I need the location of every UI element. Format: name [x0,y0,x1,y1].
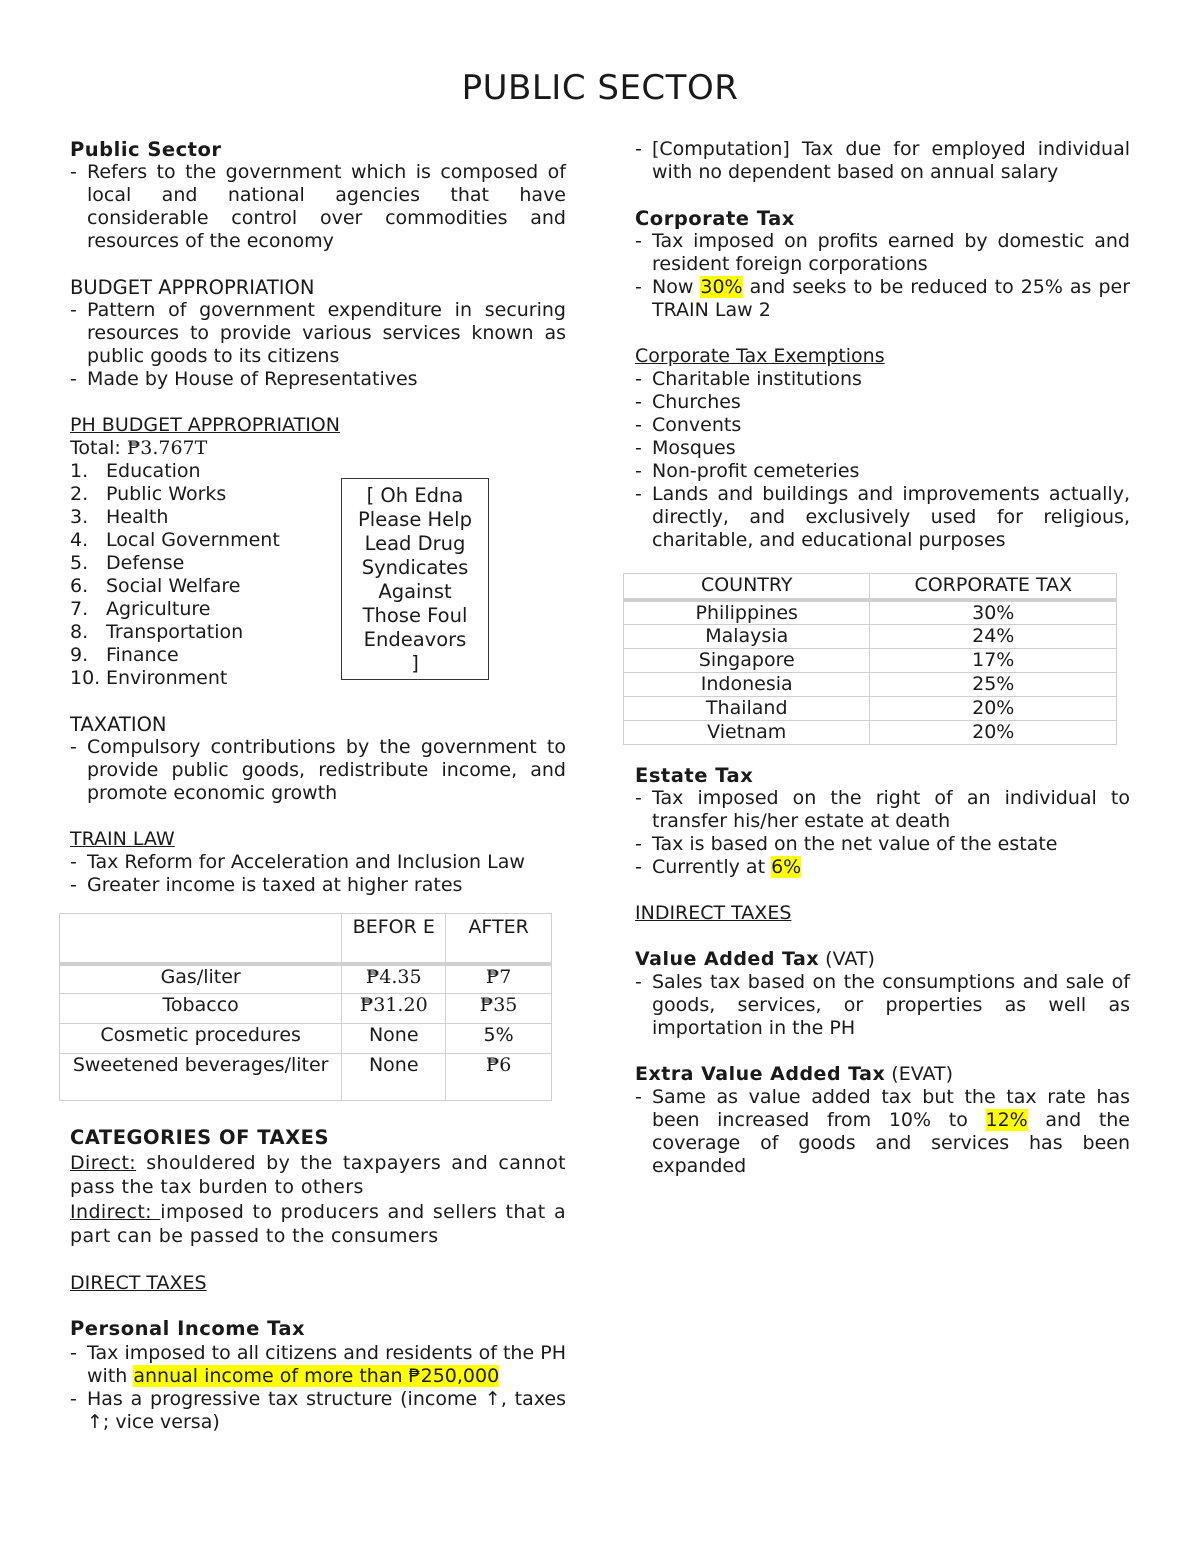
taxation-list [70,736,566,805]
list-item: - Compulsory contributions by the government to provide public goods, redistribute income, and promote economic growth [70,736,566,805]
ph-budget-total: Total: ₱3.767T [70,437,208,459]
list-item: - Tax is based on the net value of the estate [635,833,1130,856]
ph-budget-heading: PH BUDGET APPROPRIATION [70,414,340,436]
table-row: Thailand 20% [624,696,1117,720]
list-item: - [Computation] Tax due for employed individual with no dependent based on annual salary [635,138,1130,184]
vat-heading: Value Added Tax (VAT) [635,948,875,970]
estate-tax-list [635,787,1130,879]
train-law-list [70,851,566,897]
table-row: Cosmetic procedures None 5% [60,1024,552,1054]
list-item: - Refers to the government which is composed of local and national agencies that have considerable control over commodities and resources of the economy [70,161,566,253]
direct-taxes-heading: DIRECT TAXES [70,1271,207,1294]
table-row: Sweetened beverages/liter None ₱6 [60,1054,552,1101]
evat-list [635,1086,1130,1178]
list-item: - Same as value added tax but the tax rate has been increased from 10% to 12% and the coverage of goods and services has been expanded [635,1086,1130,1178]
right-column-lower [635,764,1130,1178]
list-item: 3. Health [70,506,169,528]
list-item: 9. Finance [70,644,179,666]
list-item: - Tax imposed on the right of an individual to transfer his/her estate at death [635,787,1130,833]
list-item: - Sales tax based on the consumptions and sale of goods, services, or properties as well as importation in the PH [635,971,1130,1040]
table-row: Singapore 17% [624,648,1117,672]
personal-income-tax-heading: Personal Income Tax [70,1317,306,1340]
list-item: - Mosques [635,437,1130,460]
list-item: - Charitable institutions [635,368,1130,391]
left-column [70,138,566,897]
list-item: 4. Local Government [70,529,280,551]
list-item: 6. Social Welfare [70,575,241,597]
public-sector-heading: Public Sector [70,138,222,161]
right-column [635,138,1130,552]
public-sector-list [70,161,566,253]
direct-definition: Direct: shouldered by the taxpayers and cannot pass the tax burden to others [70,1151,566,1198]
table-row: Malaysia 24% [624,624,1117,648]
table-header: CORPORATE TAX [870,574,1117,600]
list-item: - Non-profit cemeteries [635,460,1130,483]
indirect-definition: Indirect: imposed to producers and sellers that a part can be passed to the consumers [70,1200,566,1247]
table-header: COUNTRY [624,574,870,600]
list-item: - Greater income is taxed at higher rates [70,874,566,897]
corporate-tax-table [623,573,1117,745]
list-item: 5. Defense [70,552,185,574]
estate-tax-heading: Estate Tax [635,764,754,787]
table-row: Vietnam 20% [624,720,1117,744]
list-item: 8. Transportation [70,621,244,643]
budget-list [70,299,566,391]
budget-ranking-list [70,460,566,690]
list-item: - Currently at 6% [635,856,1130,879]
list-item: 2. Public Works [70,483,227,505]
table-header [60,914,342,964]
budget-heading: BUDGET APPROPRIATION [70,276,315,299]
list-item: 1. Education [70,460,201,482]
list-item: - Made by House of Representatives [70,368,566,391]
list-item: - Tax imposed to all citizens and residents of the PH with annual income of more than ₱250,000 [70,1342,566,1388]
list-item: - Tax imposed on profits earned by domestic and resident foreign corporations [635,230,1130,276]
table-row: Tobacco ₱31.20 ₱35 [60,994,552,1024]
indirect-taxes-heading: INDIRECT TAXES [635,902,792,924]
list-item: 10. Environment [70,667,228,689]
vat-list [635,971,1130,1040]
list-item: - Now 30% and seeks to be reduced to 25% as per TRAIN Law 2 [635,276,1130,322]
table-row: Indonesia 25% [624,672,1117,696]
personal-income-tax-list [70,1342,566,1434]
list-item: - Convents [635,414,1130,437]
list-item: - Pattern of government expenditure in securing resources to provide various services known as public goods to its citizens [70,299,566,368]
train-law-heading: TRAIN LAW [70,828,175,850]
exemptions-list [635,368,1130,552]
table-header: AFTER [446,914,552,964]
taxation-heading: TAXATION [70,713,167,736]
corporate-tax-heading: Corporate Tax [635,207,795,230]
categories-heading: CATEGORIES OF TAXES [70,1126,329,1149]
list-item: - Has a progressive tax structure (income ↑, taxes ↑; vice versa) [70,1388,566,1434]
corporate-tax-list [635,230,1130,322]
computation-list [635,138,1130,184]
table-row: Philippines 30% [624,600,1117,625]
table-header: BEFOR E [342,914,446,964]
evat-heading: Extra Value Added Tax (EVAT) [635,1063,954,1085]
page-title: PUBLIC SECTOR [461,68,739,108]
list-item: 7. Agriculture [70,598,211,620]
train-law-table [59,913,552,1101]
list-item: - Churches [635,391,1130,414]
list-item: - Tax Reform for Acceleration and Inclusion Law [70,851,566,874]
exemptions-heading: Corporate Tax Exemptions [635,345,885,367]
left-column-lower [70,1126,566,1434]
list-item: - Lands and buildings and improvements actually, directly, and exclusively used for religious, charitable, and educational purposes [635,483,1130,552]
mnemonic-box: [ Oh Edna Please Help Lead Drug Syndicates Against Those Foul Endeavors ] [341,478,489,680]
table-row: Gas/liter ₱4.35 ₱7 [60,964,552,994]
